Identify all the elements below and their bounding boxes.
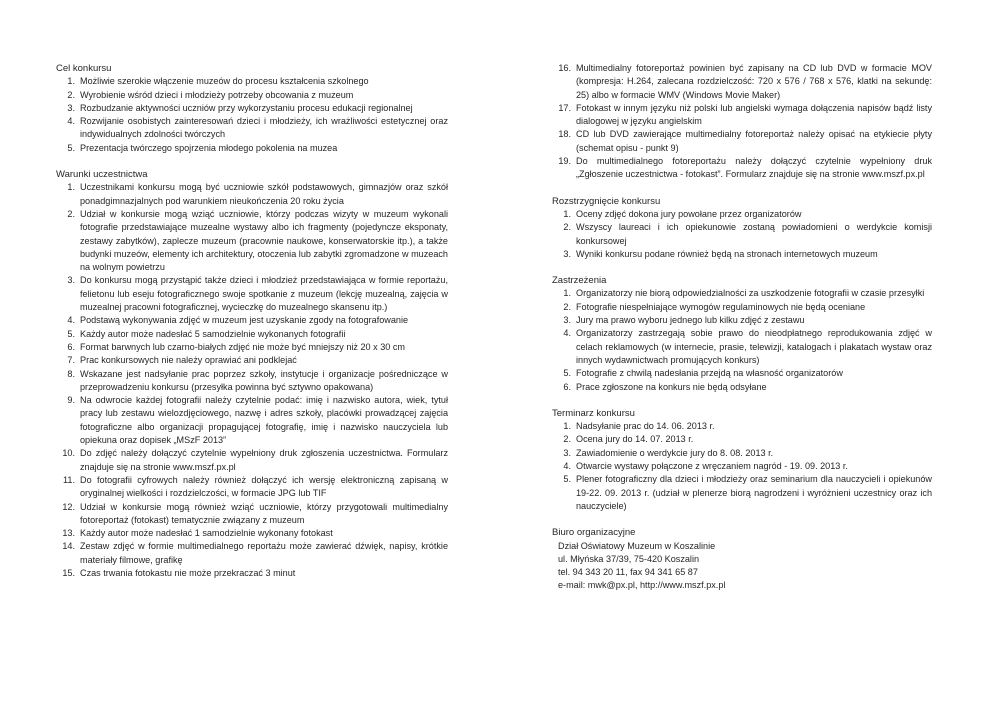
section-cel-konkursu bbox=[56, 62, 448, 155]
item-number: 4. bbox=[563, 328, 571, 339]
item-text: Otwarcie wystawy połączone z wręczaniem nagród - 19. 09. 2013 r. bbox=[576, 461, 848, 472]
section-warunki-continued bbox=[552, 62, 932, 182]
item-number: 18. bbox=[558, 129, 571, 140]
numbered-list bbox=[552, 208, 932, 261]
list-item bbox=[56, 181, 448, 208]
list-item bbox=[56, 447, 448, 474]
section-heading: Biuro organizacyjne bbox=[552, 527, 636, 539]
item-text: CD lub DVD zawierające multimedialny fotoreportaż należy opisać na etykiecie płyty (schemat opisu - punkt 9) bbox=[576, 129, 932, 153]
item-text: Organizatorzy zastrzegają sobie prawo do nieodpłatnego reprodukowania zdjęć w celach reklamowych (w internecie, prasie, telewizji, katalogach i plakatach wystaw oraz innych wydawnictwach promujących konkurs) bbox=[576, 328, 932, 365]
item-number: 15. bbox=[62, 567, 75, 578]
item-text: Do konkursu mogą przystąpić także dzieci i młodzież przedstawiająca w formie reportażu, felietonu lub eseju fotograficznego swoje spotkanie z muzeum (lekcję muzealną, zajęcia w muzealnej pracowni fotograficznej, wycieczkę do muzealnego skansenu itp.) bbox=[80, 275, 448, 313]
item-text: Do multimedialnego fotoreportażu należy dołączyć czytelnie wypełniony druk „Zgłoszenie uczestnictwa - fotokast”. Formularz znajduje się na stronie www.mszf.px.pl bbox=[576, 156, 932, 180]
item-text: Jury ma prawo wyboru jednego lub kilku zdjęć z zestawu bbox=[576, 315, 805, 326]
list-item bbox=[552, 473, 932, 513]
item-number: 6. bbox=[67, 341, 75, 352]
item-text: Zestaw zdjęć w formie multimedialnego reportażu może zawierać dźwięk, napisy, krótkie materiały filmowe, grafikę bbox=[80, 541, 448, 565]
item-text: Wyniki konkursu podane również będą na stronach internetowych muzeum bbox=[576, 248, 878, 259]
list-item bbox=[56, 474, 448, 501]
list-item bbox=[552, 128, 932, 155]
item-number: 8. bbox=[67, 368, 75, 379]
item-text: Wszyscy laureaci i ich opiekunowie zostaną powiadomieni o werdykcie komisji konkursowej bbox=[576, 222, 932, 246]
item-number: 17. bbox=[558, 102, 571, 113]
numbered-list bbox=[552, 420, 932, 513]
item-number: 19. bbox=[558, 156, 571, 167]
item-text: Zawiadomienie o werdykcie jury do 8. 08. 2013 r. bbox=[576, 447, 774, 458]
item-number: 4. bbox=[563, 461, 571, 472]
item-number: 3. bbox=[67, 102, 75, 113]
item-number: 6. bbox=[563, 381, 571, 392]
item-text: Każdy autor może nadesłać 5 samodzielnie wykonanych fotografii bbox=[80, 328, 346, 339]
item-number: 2. bbox=[563, 434, 571, 445]
item-text: Podstawą wykonywania zdjęć w muzeum jest uzyskanie zgody na fotografowanie bbox=[80, 315, 409, 326]
item-text: Czas trwania fotokastu nie może przekraczać 3 minut bbox=[80, 567, 296, 578]
item-number: 2. bbox=[563, 301, 571, 312]
item-number: 1. bbox=[563, 288, 571, 299]
item-number: 5. bbox=[67, 142, 75, 153]
item-number: 5. bbox=[67, 328, 75, 339]
item-text: Oceny zdjęć dokona jury powołane przez organizatorów bbox=[576, 208, 802, 219]
item-text: Możliwie szerokie włączenie muzeów do procesu kształcenia szkolnego bbox=[80, 76, 369, 87]
section-heading: Rozstrzygnięcie konkursu bbox=[552, 195, 661, 207]
list-item bbox=[552, 155, 932, 182]
right-column bbox=[552, 62, 932, 606]
list-item bbox=[552, 314, 932, 327]
item-text: Multimedialny fotoreportaż powinien być zapisany na CD lub DVD w formacie MOV (kompresja: H.264, zalecana rozdzielczość: 720 x 576 / 768 x 576, klatki na sekundę: 25) albo w formacie WMV (Windows Movie Maker) bbox=[576, 63, 932, 100]
item-number: 7. bbox=[67, 355, 75, 366]
left-column bbox=[56, 62, 448, 593]
item-text: Plener fotograficzny dla dzieci i młodzieży oraz seminarium dla nauczycieli i opiekunów 19-22. 09. 2013 r. (udział w plenerze biorą nagrodzeni i wyróżnieni uczestnicy oraz ich nauczyciele) bbox=[576, 474, 932, 511]
item-number: 1. bbox=[563, 421, 571, 432]
item-number: 3. bbox=[563, 447, 571, 458]
item-text: Na odwrocie każdej fotografii należy czytelnie podać: imię i nazwisko autora, wiek, tytuł pracy lub zestawu wielozdjęciowego, nazwę i adres szkoły, placówki prowadzącej zajęcia fotograficzne albo organizacji propagującej fotografię, imię i nazwisko nauczyciela lub opiekuna oraz dopisek „MSzF 2013” bbox=[80, 395, 448, 446]
item-number: 1. bbox=[67, 182, 75, 193]
list-item bbox=[552, 248, 932, 261]
section-terminarz bbox=[552, 407, 932, 513]
item-number: 2. bbox=[563, 222, 571, 233]
item-text: Do fotografii cyfrowych należy również dołączyć ich wersję elektroniczną zapisaną w oryginalnej wielkości i rozdzielczości, w formacie JPG lub TIF bbox=[80, 474, 448, 499]
item-number: 5. bbox=[563, 368, 571, 379]
numbered-list bbox=[552, 62, 932, 182]
list-item bbox=[56, 102, 448, 115]
section-warunki-uczestnictwa bbox=[56, 168, 448, 580]
item-number: 3. bbox=[67, 275, 75, 286]
list-item bbox=[552, 460, 932, 473]
item-text: Prace zgłoszone na konkurs nie będą odsyłane bbox=[576, 381, 767, 392]
item-text: Każdy autor może nadesłać 1 samodzielnie wykonany fotokast bbox=[80, 528, 333, 539]
list-item bbox=[56, 354, 448, 367]
item-number: 2. bbox=[67, 89, 75, 100]
item-text: Wyrobienie wśród dzieci i młodzieży potrzeby obcowania z muzeum bbox=[80, 89, 354, 100]
contact-email: e-mail: mwk@px.pl, http://www.mszf.px.pl bbox=[558, 580, 726, 591]
item-number: 3. bbox=[563, 248, 571, 259]
section-rozstrzygniecie bbox=[552, 195, 932, 261]
list-item bbox=[56, 368, 448, 395]
item-text: Udział w konkursie mogą wziąć uczniowie, którzy podczas wizyty w muzeum wykonali fotografie przedstawiające muzealne wystawy albo ich fragmenty (pojedyncze eksponaty, zestawy zabytków), zaplecze muzeum (pracownie naukowe, konserwatorskie itp.), a także budynki muzeów, elementy ich architektury, otoczenia lub zabytki zgromadzone w muzeach na wolnym powietrzu bbox=[80, 208, 448, 273]
list-item bbox=[56, 540, 448, 567]
contact-block bbox=[552, 540, 932, 593]
list-item bbox=[56, 328, 448, 341]
item-number: 14. bbox=[62, 541, 75, 552]
list-item bbox=[56, 89, 448, 102]
section-heading: Zastrzeżenia bbox=[552, 275, 607, 287]
item-number: 2. bbox=[67, 208, 75, 219]
list-item bbox=[56, 341, 448, 354]
item-text: Fotografie niespełniające wymogów regulaminowych nie będą oceniane bbox=[576, 301, 866, 312]
section-biuro-organizacyjne bbox=[552, 526, 932, 592]
list-item bbox=[552, 301, 932, 314]
list-item bbox=[56, 115, 448, 142]
list-item bbox=[56, 394, 448, 447]
list-item bbox=[552, 327, 932, 367]
section-heading: Cel konkursu bbox=[56, 63, 112, 74]
item-text: Rozbudzanie aktywności uczniów przy wykorzystaniu procesu edukacji regionalnej bbox=[80, 102, 413, 113]
item-number: 12. bbox=[62, 501, 75, 512]
list-item bbox=[56, 75, 448, 88]
item-text: Prezentacja twórczego spojrzenia młodego pokolenia na muzea bbox=[80, 142, 338, 153]
list-item bbox=[552, 102, 932, 129]
item-text: Fotokast w innym języku niż polski lub angielski wymaga dołączenia napisów bądź listy dialogowej w języku angielskim bbox=[576, 102, 932, 127]
item-number: 11. bbox=[63, 474, 75, 485]
item-text: Format barwnych lub czarno-białych zdjęć nie może być mniejszy niż 20 x 30 cm bbox=[80, 341, 405, 352]
item-number: 1. bbox=[563, 208, 571, 219]
section-heading: Terminarz konkursu bbox=[552, 407, 635, 419]
list-item bbox=[56, 142, 448, 155]
item-text: Fotografie z chwilą nadesłania przejdą na własność organizatorów bbox=[576, 368, 843, 379]
list-item bbox=[56, 274, 448, 314]
list-item bbox=[552, 208, 932, 221]
numbered-list bbox=[56, 181, 448, 580]
item-text: Ocena jury do 14. 07. 2013 r. bbox=[576, 434, 694, 445]
contact-address: ul. Młyńska 37/39, 75-420 Koszalin bbox=[558, 553, 700, 564]
item-text: Do zdjęć należy dołączyć czytelnie wypełniony druk zgłoszenia uczestnictwa. Formularz znajduje się na stronie www.mszf.px.pl bbox=[80, 448, 448, 472]
numbered-list bbox=[552, 287, 932, 393]
list-item bbox=[56, 527, 448, 540]
item-number: 5. bbox=[563, 474, 571, 485]
list-item bbox=[552, 62, 932, 102]
item-text: Prac konkursowych nie należy oprawiać ani podklejać bbox=[80, 355, 297, 366]
item-number: 1. bbox=[67, 76, 75, 87]
list-item bbox=[552, 381, 932, 394]
item-text: Organizatorzy nie biorą odpowiedzialności za uszkodzenie fotografii w czasie przesyłki bbox=[576, 288, 925, 299]
list-item bbox=[552, 221, 932, 248]
list-item bbox=[552, 433, 932, 446]
item-text: Rozwijanie osobistych zainteresowań dzieci i młodzieży, ich wrażliwości estetycznej oraz indywidualnych zdolności twórczych bbox=[80, 116, 448, 140]
list-item bbox=[552, 367, 932, 380]
list-item bbox=[552, 420, 932, 433]
contact-organization: Dział Oświatowy Muzeum w Koszalinie bbox=[558, 540, 716, 551]
item-text: Udział w konkursie mogą również wziąć uczniowie, którzy przygotowali multimedialny fotoreportaż (fotokast) tematycznie związany z muzeum bbox=[80, 501, 448, 525]
list-item bbox=[56, 208, 448, 274]
list-item bbox=[56, 567, 448, 580]
item-number: 13. bbox=[62, 528, 75, 539]
list-item bbox=[552, 287, 932, 300]
item-text: Uczestnikami konkursu mogą być uczniowie szkół podstawowych, gimnazjów oraz szkół ponadgimnazjalnych pod warunkiem nieukończenia 20 roku życia bbox=[80, 182, 448, 206]
contact-phone: tel. 94 343 20 11, fax 94 341 65 87 bbox=[558, 567, 698, 578]
numbered-list bbox=[56, 75, 448, 155]
section-zastrzezenia bbox=[552, 274, 932, 394]
list-item bbox=[56, 314, 448, 327]
item-text: Nadsyłanie prac do 14. 06. 2013 r. bbox=[576, 421, 715, 432]
section-heading: Warunki uczestnictwa bbox=[56, 169, 148, 181]
item-number: 9. bbox=[67, 395, 75, 406]
item-number: 16. bbox=[558, 63, 571, 73]
item-number: 10. bbox=[62, 448, 75, 459]
list-item bbox=[552, 447, 932, 460]
item-number: 4. bbox=[67, 315, 75, 326]
item-number: 4. bbox=[67, 116, 75, 127]
list-item bbox=[56, 501, 448, 528]
item-text: Wskazane jest nadsyłanie prac poprzez szkoły, instytucje i organizacje pośredniczące w przeprowadzeniu konkursu (przesyłka powinna być sztywno opakowana) bbox=[80, 368, 448, 392]
item-number: 3. bbox=[563, 315, 571, 326]
